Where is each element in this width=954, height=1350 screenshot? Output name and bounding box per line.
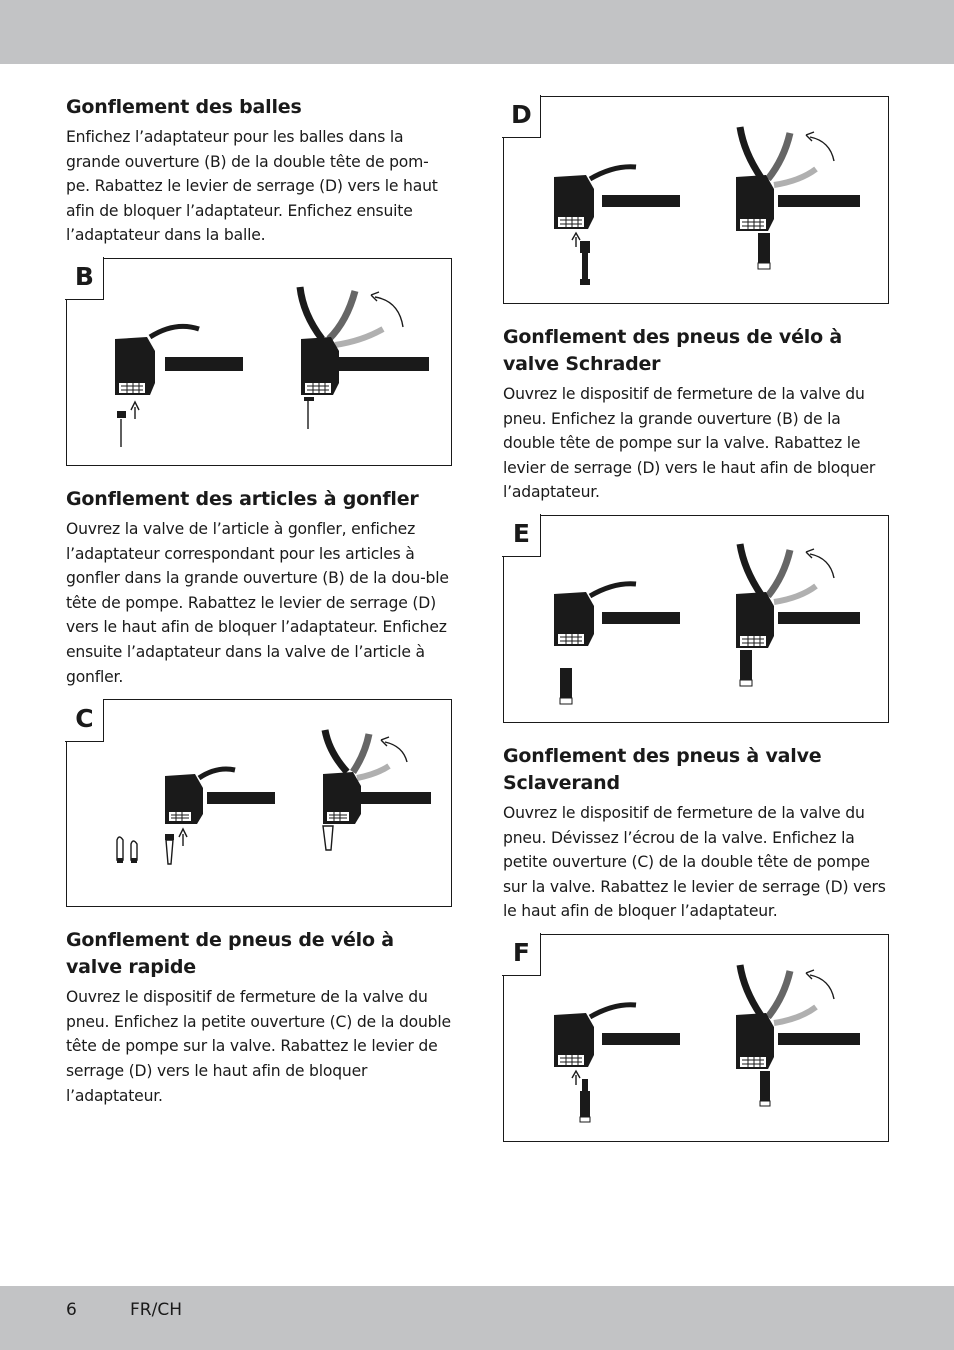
pump-head-ball-adapter-illustration (67, 259, 453, 467)
section-heading-articles: Gonflement des articles à gonfler (66, 487, 419, 510)
section-heading-schrader: Gonflement des pneus de vélo à valve Schrader (503, 326, 842, 375)
section-text-balles: Enfichez l’adaptateur pour les balles dans la grande ouverture (B) de la double tête de pom-pe. Rabattez le levier de serrage (D) vers le haut afin de bloquer l’adaptateur. Enfichez ensuite l’adaptateur dans la balle. (66, 128, 438, 245)
figure-f (503, 934, 889, 1142)
section-heading-valve-rapide: Gonflement de pneus de vélo à valve rapide (66, 929, 394, 979)
pump-head-schrader-valve-illustration (504, 516, 890, 724)
right-column (503, 96, 889, 1162)
figure-label-f: F (502, 933, 541, 976)
section-text-articles: Ouvrez la valve de l’article à gonfler, enfichez l’adaptateur correspondant pour les articles à gonfler dans la grande ouverture (B) de la dou-ble tête de pompe. Rabattez le levier de serrage (D) vers le haut afin de bloquer l’adaptateur. Enfichez ensuite l’adaptateur dans la valve de l’article à gonfler. (66, 519, 449, 686)
section-text-sclaverand: Ouvrez le dispositif de fermeture de la valve du pneu. Dévissez l’écrou de la valve. Enfichez la petite ouverture (C) de la double tête de pompe sur la valve. Rabattez le levier de serrage (D) vers le haut afin de bloquer l’adaptateur. (503, 803, 886, 921)
figure-label-b: B (65, 257, 104, 300)
section-text-valve-rapide: Ouvrez le dispositif de fermeture de la valve du pneu. Enfichez la petite ouverture (C) de la double tête de pompe sur la valve. Rabattez le levier de serrage (D) vers le haut afin de bloquer l’adaptateur. (66, 988, 451, 1105)
figure-c (66, 699, 452, 907)
pump-head-inflatable-adapter-illustration (67, 700, 453, 908)
pump-head-dunlop-valve-illustration (504, 97, 890, 305)
figure-label-d: D (502, 95, 541, 138)
figure-e (503, 515, 889, 723)
section-text-schrader: Ouvrez le dispositif de fermeture de la valve du pneu. Enfichez la grande ouverture (B) de la double tête de pompe sur la valve. Rabattez le levier de serrage (D) vers le haut afin de bloquer l’adaptateur. (503, 385, 876, 502)
section-heading-sclaverand: Gonflement des pneus à valve Sclaverand (503, 744, 822, 794)
section-heading-balles: Gonflement des balles (66, 96, 302, 118)
figure-label-e: E (502, 514, 541, 557)
figure-d (503, 96, 889, 304)
figure-label-c: C (65, 699, 104, 742)
language-code: FR/CH (130, 1300, 182, 1320)
left-column (66, 94, 452, 1108)
page-number: 6 (66, 1300, 77, 1320)
figure-b (66, 258, 452, 466)
header-bar (0, 0, 954, 64)
pump-head-presta-valve-illustration (504, 935, 890, 1143)
